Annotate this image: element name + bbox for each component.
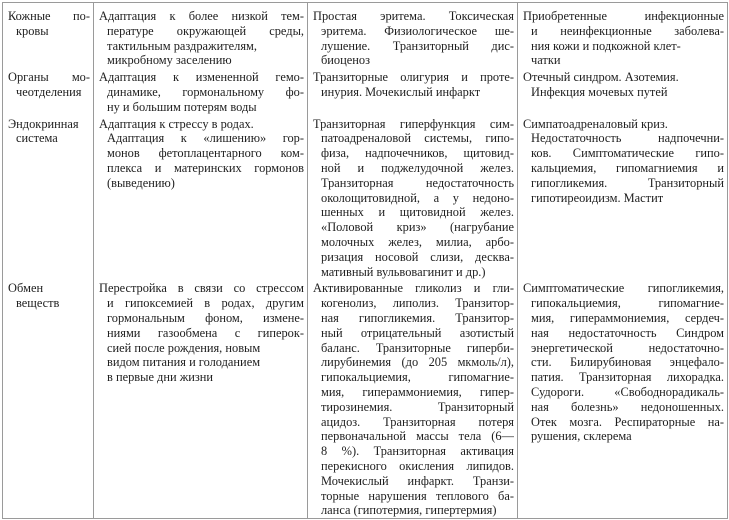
cell-organ-system: Эндокринная система bbox=[8, 116, 79, 146]
cell-transitional-states: Активированные гликолиз и гли- когенолиз, липолиз. Транзитор- ная гипогликемия. Транзитор- ный отрицательный азотистый баланс. Транзиторные гиперби- лирубинемия (до 205 мкмоль/л), гипокальциемия, гипомагние- мия, гипераммониемия, гипер- тирозинемия. Транзиторный ацидоз. Транзиторная потеря первоначальной массы тела (6— 8 %). Транзиторная активация перекисного окисления липидов. Мочекислый инфаркт. Транзи- торные нарушения теплового ба- ланса (гипотермия, гипертермия) bbox=[308, 279, 518, 518]
cell-organ-system: Органы мо- чеотделения bbox=[8, 70, 90, 99]
cell-transitional-states: Транзиторная гиперфункция сим- патоадреналовой системы, гипо- физа, надпочечников, щитовид- ной и поджелудочной желез. Транзиторная недостаточность околощитовидной, а у недоно- шенных и щитовидной желез. «Половой криз» (нагрубание молочных желез, милиа, арбо- ризация носовой слизи, десква- мативный вульвовагинит и др.) bbox=[308, 115, 518, 280]
cell-adaptation: Адаптация к стрессу в родах. Адаптация к «лишению» гор- монов фетоплацентарного ком- плекса и материнских гормонов (выведению) bbox=[94, 115, 308, 280]
cell-adaptation: Адаптация к более низкой тем- пературе окружающей среды, тактильным раздражителям, микробному заселению bbox=[94, 3, 308, 69]
cell-pathological-states: Симпатоадреналовый криз. Недостаточность надпочечни- ков. Симптоматические гипо- кальциемия, гипомагниемия и гипогликемия. Транзиторный гипотиреоидизм. Мастит bbox=[518, 115, 728, 280]
cell-organ-system: Обмен веществ bbox=[8, 281, 60, 311]
table-row-urinary bbox=[3, 68, 728, 114]
cell-adaptation: Адаптация к измененной гемо- динамике, гормональному фо- ну и большим потерям воды bbox=[94, 68, 308, 114]
cell-organ-system: Кожные по- кровы bbox=[8, 9, 90, 38]
table-row-skin bbox=[3, 3, 728, 69]
cell-pathological-states: Симптоматические гипогликемия, гипокальциемия, гипомагние- мия, гипераммониемия, сердеч- ная недостаточность Синдром энергетической недостаточно- сти. Билирубиновая энцефало- патия. Транзиторная лихорадка. Судороги. «Свободнорадикаль- ная болезнь» недоношенных. Отек мозга. Респираторные на- рушения, склерема bbox=[518, 279, 728, 518]
document-page bbox=[0, 2, 729, 520]
cell-transitional-states: Транзиторные олигурия и проте- инурия. Мочекислый инфаркт bbox=[308, 68, 518, 114]
cell-pathological-states: Отечный синдром. Азотемия. Инфекция мочевых путей bbox=[518, 68, 728, 114]
table-row-endocrine bbox=[3, 115, 728, 280]
cell-pathological-states: Приобретенные инфекционные и неинфекционные заболева- ния кожи и подкожной клет- чатки bbox=[518, 3, 728, 69]
neonatal-transition-table bbox=[2, 2, 728, 519]
cell-transitional-states: Простая эритема. Токсическая эритема. Физиологическое ше- лушение. Транзиторный дис- биоценоз bbox=[308, 3, 518, 69]
cell-adaptation: Перестройка в связи со стрессом и гипоксемией в родах, другим гормональным фоном, измене- ниями газообмена с гиперок- сией после рождения, новым видом питания и голоданием в первые дни жизни bbox=[94, 279, 308, 518]
table-row-metabolism bbox=[3, 279, 728, 518]
